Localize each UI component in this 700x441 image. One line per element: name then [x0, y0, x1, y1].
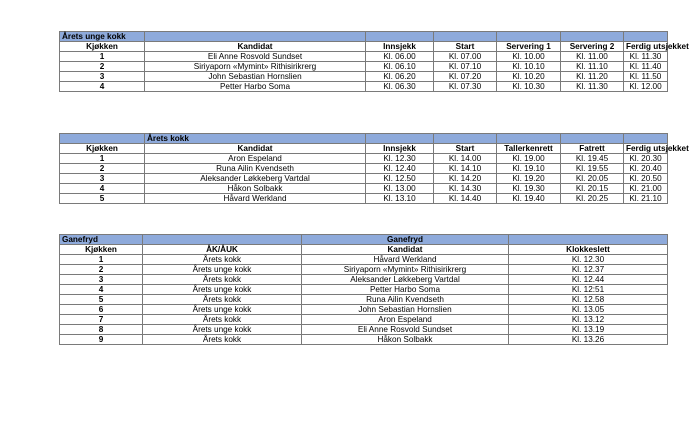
table-cell: 1: [60, 154, 145, 164]
table-title: Årets unge kokk: [60, 32, 145, 42]
table-cell: 7: [60, 315, 143, 325]
table-cell: Aleksander Løkkeberg Vartdal: [302, 275, 509, 285]
table-cell: Kl. 21.10: [624, 194, 668, 204]
table-cell: Kl. 21.00: [624, 184, 668, 194]
table-cell: Kl. 20.05: [561, 174, 624, 184]
column-header: ÅK/ÅUK: [143, 245, 302, 255]
table-arets-unge-kokk: [59, 31, 689, 92]
table-cell: Kl. 06.10: [366, 62, 434, 72]
table-cell: Kl. 06.30: [366, 82, 434, 92]
table-row: [60, 194, 668, 204]
table-cell: 1: [60, 255, 143, 265]
table-row: [60, 265, 668, 275]
table-row: [60, 335, 668, 345]
column-header: Ferdig utsjekket: [624, 144, 668, 154]
column-header: Ferdig utsjekket: [624, 42, 668, 52]
table-cell: Runa Ailin Kvendseth: [302, 295, 509, 305]
table-arets-kokk: [59, 133, 689, 204]
table-cell: Kl. 14.40: [434, 194, 497, 204]
table-cell: Kl. 13.26: [509, 335, 668, 345]
table-cell: Håvard Werkland: [145, 194, 366, 204]
table-cell: Årets kokk: [143, 275, 302, 285]
table-row: [60, 82, 668, 92]
table-cell: Årets kokk: [143, 315, 302, 325]
table-row: [60, 315, 668, 325]
table-cell: Kl. 12.00: [624, 82, 668, 92]
table-cell: Kl. 14.10: [434, 164, 497, 174]
column-header: Kjøkken: [60, 245, 143, 255]
table-row: [60, 275, 668, 285]
table-cell: Aron Espeland: [145, 154, 366, 164]
table-cell: Årets unge kokk: [143, 325, 302, 335]
table-row: [60, 52, 668, 62]
table-cell: Kl. 12:51: [509, 285, 668, 295]
table-cell: Kl. 11.00: [561, 52, 624, 62]
table-cell: Siriyaporn «Mymint» Rithisirikrerg: [302, 265, 509, 275]
table-title: Ganefryd: [60, 235, 143, 245]
table-row: [60, 62, 668, 72]
table-cell: Kl. 11.30: [561, 82, 624, 92]
table-cell: Kl. 19.20: [497, 174, 561, 184]
table-cell: Kl. 19.10: [497, 164, 561, 174]
table-cell: 2: [60, 164, 145, 174]
table-cell: Årets kokk: [143, 335, 302, 345]
table-cell: Kl. 12.58: [509, 295, 668, 305]
table-row: [60, 72, 668, 82]
table-cell: Kl. 13.12: [509, 315, 668, 325]
table-cell: Kl. 13.00: [366, 184, 434, 194]
table-cell: Runa Ailin Kvendseth: [145, 164, 366, 174]
table-cell: Aron Espeland: [302, 315, 509, 325]
table-cell: 9: [60, 335, 143, 345]
table-cell: Årets kokk: [143, 255, 302, 265]
table-cell: Årets unge kokk: [143, 265, 302, 275]
table-cell: Håkon Solbakk: [302, 335, 509, 345]
table-cell: Kl. 20.40: [624, 164, 668, 174]
table-cell: Kl. 14.30: [434, 184, 497, 194]
table-cell: Kl. 12.44: [509, 275, 668, 285]
table-cell: Kl. 12.50: [366, 174, 434, 184]
table-cell: Kl. 19.30: [497, 184, 561, 194]
table-cell: Kl. 11.10: [561, 62, 624, 72]
table-cell: Kl. 13.10: [366, 194, 434, 204]
column-header: Start: [434, 144, 497, 154]
column-header: Servering 1: [497, 42, 561, 52]
column-header: Kandidat: [302, 245, 509, 255]
table-cell: Eli Anne Rosvold Sundset: [302, 325, 509, 335]
table-cell: 2: [60, 62, 145, 72]
table-cell: Kl. 11.20: [561, 72, 624, 82]
table-cell: 4: [60, 184, 145, 194]
table-cell: Kl. 19.40: [497, 194, 561, 204]
table-title: Årets kokk: [145, 134, 366, 144]
column-header: Fatrett: [561, 144, 624, 154]
table-ganefryd: [59, 234, 668, 345]
table-cell: Kl. 20.30: [624, 154, 668, 164]
column-header: Innsjekk: [366, 42, 434, 52]
table-cell: Kl. 10.20: [497, 72, 561, 82]
header-row: [60, 144, 668, 154]
title-row: [60, 134, 668, 144]
table-cell: 4: [60, 82, 145, 92]
table-cell: 5: [60, 194, 145, 204]
table-cell: 6: [60, 305, 143, 315]
table-cell: Kl. 20.50: [624, 174, 668, 184]
table-row: [60, 164, 668, 174]
table-row: [60, 184, 668, 194]
table-cell: 4: [60, 285, 143, 295]
table-row: [60, 305, 668, 315]
table-cell: Kl. 12.30: [509, 255, 668, 265]
table-cell: Håkon Solbakk: [145, 184, 366, 194]
table-cell: Kl. 11.30: [624, 52, 668, 62]
table-row: [60, 154, 668, 164]
table-row: [60, 255, 668, 265]
table-title: Ganefryd: [302, 235, 509, 245]
table-cell: Kl. 10.00: [497, 52, 561, 62]
table-cell: 8: [60, 325, 143, 335]
column-header: Tallerkenrett: [497, 144, 561, 154]
table-cell: Kl. 14.00: [434, 154, 497, 164]
table-row: [60, 325, 668, 335]
table-cell: 3: [60, 275, 143, 285]
table-cell: 2: [60, 265, 143, 275]
table-cell: Årets kokk: [143, 295, 302, 305]
table-cell: Kl. 19.00: [497, 154, 561, 164]
table-cell: Petter Harbo Soma: [145, 82, 366, 92]
table-cell: 3: [60, 72, 145, 82]
table-cell: Kl. 12.30: [366, 154, 434, 164]
table-cell: Kl. 11.50: [624, 72, 668, 82]
table-cell: Eli Anne Rosvold Sundset: [145, 52, 366, 62]
table-cell: Aleksander Løkkeberg Vartdal: [145, 174, 366, 184]
table-cell: Kl. 07.00: [434, 52, 497, 62]
table-cell: Kl. 12.37: [509, 265, 668, 275]
table-cell: Kl. 14.20: [434, 174, 497, 184]
table-cell: 1: [60, 52, 145, 62]
table-cell: Kl. 07.10: [434, 62, 497, 72]
table-cell: Årets unge kokk: [143, 305, 302, 315]
table-cell: Kl. 06.00: [366, 52, 434, 62]
column-header: Kandidat: [145, 144, 366, 154]
column-header: Servering 2: [561, 42, 624, 52]
column-header: Start: [434, 42, 497, 52]
table-cell: Kl. 11.40: [624, 62, 668, 72]
title-row: [60, 235, 668, 245]
table-cell: John Sebastian Hornslien: [145, 72, 366, 82]
table-cell: Kl. 13.19: [509, 325, 668, 335]
title-row: [60, 32, 668, 42]
table-cell: Kl. 19.45: [561, 154, 624, 164]
table-cell: Kl. 19.55: [561, 164, 624, 174]
table-cell: 5: [60, 295, 143, 305]
table-cell: 3: [60, 174, 145, 184]
table-row: [60, 285, 668, 295]
table-row: [60, 295, 668, 305]
table-row: [60, 174, 668, 184]
table-cell: Kl. 12.40: [366, 164, 434, 174]
table-cell: Årets unge kokk: [143, 285, 302, 295]
header-row: [60, 245, 668, 255]
table-cell: Kl. 07.30: [434, 82, 497, 92]
column-header: Kandidat: [145, 42, 366, 52]
table-cell: Kl. 20.25: [561, 194, 624, 204]
table-cell: Håvard Werkland: [302, 255, 509, 265]
table-cell: Kl. 13.05: [509, 305, 668, 315]
table-cell: Kl. 20.15: [561, 184, 624, 194]
table-cell: Kl. 10.30: [497, 82, 561, 92]
table-cell: Siriyaporn «Mymint» Rithisirikrerg: [145, 62, 366, 72]
column-header: Innsjekk: [366, 144, 434, 154]
header-row: [60, 42, 668, 52]
column-header: Kjøkken: [60, 144, 145, 154]
column-header: Klokkeslett: [509, 245, 668, 255]
table-cell: Kl. 10.10: [497, 62, 561, 72]
table-cell: Petter Harbo Soma: [302, 285, 509, 295]
column-header: Kjøkken: [60, 42, 145, 52]
table-cell: Kl. 07.20: [434, 72, 497, 82]
table-cell: Kl. 06.20: [366, 72, 434, 82]
table-cell: John Sebastian Hornslien: [302, 305, 509, 315]
